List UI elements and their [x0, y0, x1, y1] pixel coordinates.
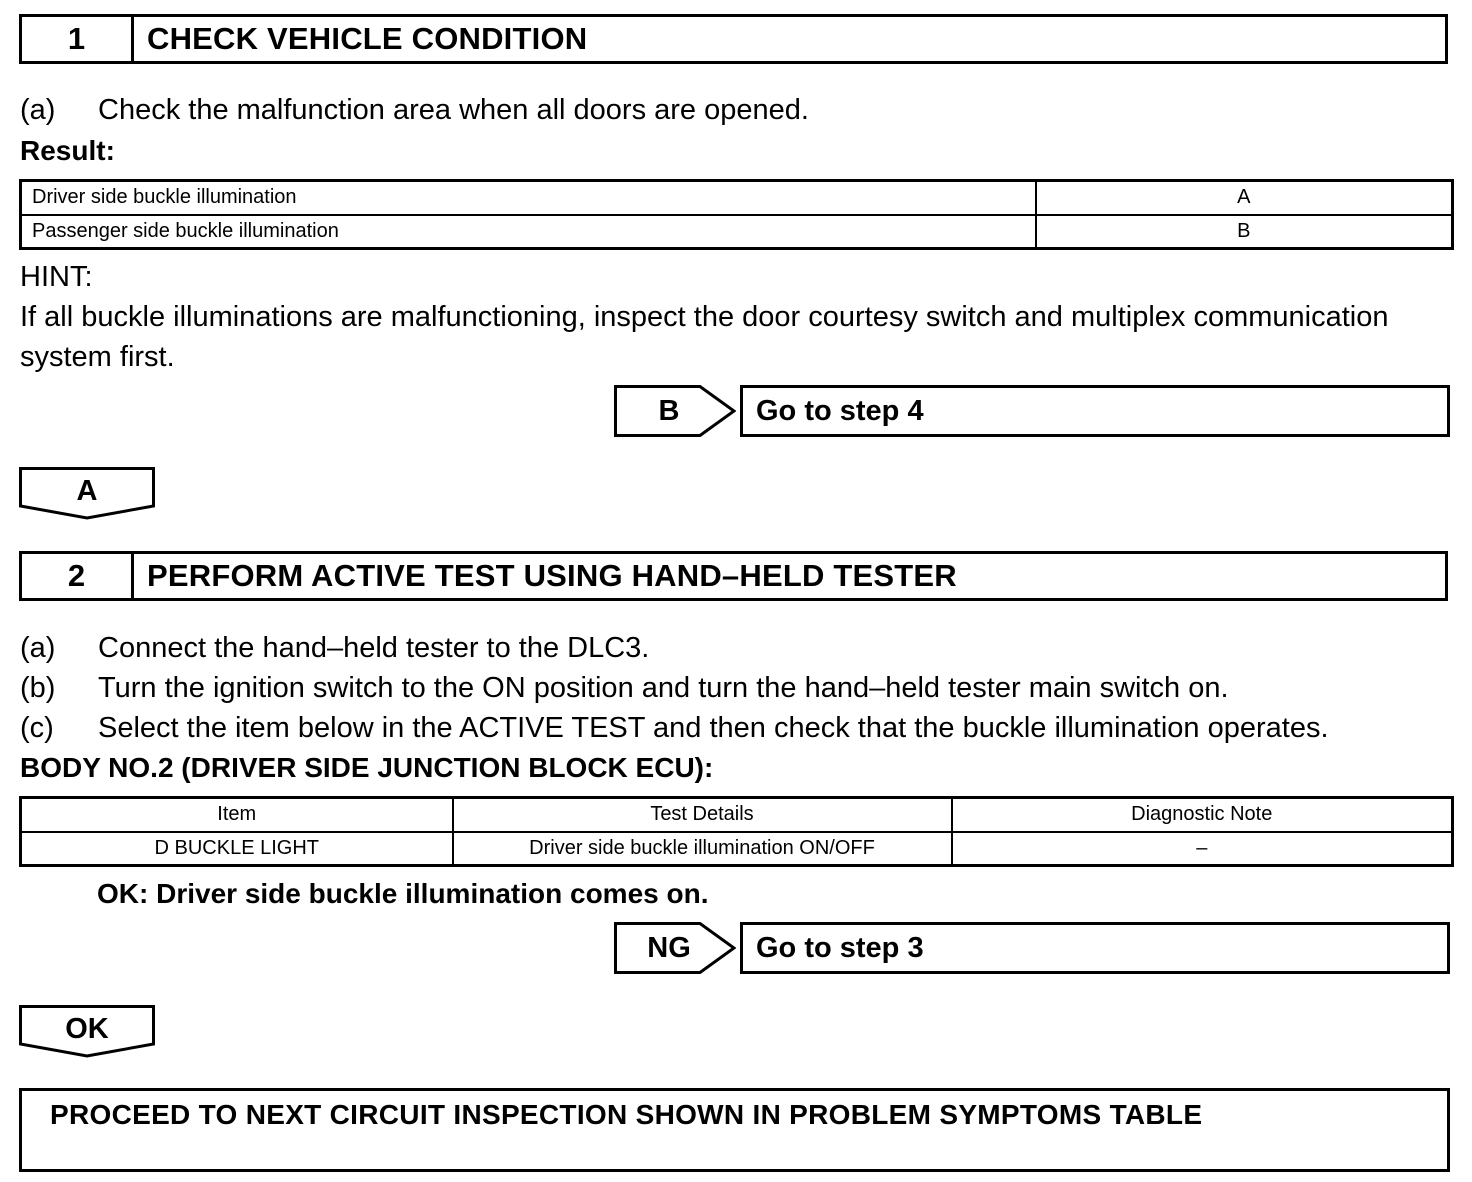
step-number: 1 [22, 17, 134, 61]
table-cell: D BUCKLE LIGHT [21, 832, 453, 866]
instruction-b [20, 668, 1229, 708]
table-row [21, 215, 1453, 249]
continue-a [19, 467, 157, 521]
column-header: Diagnostic Note [952, 798, 1453, 832]
continue-ok [19, 1005, 157, 1059]
instruction-label: (b) [20, 672, 56, 704]
goto-step-3[interactable]: Go to step 3 [740, 922, 1450, 974]
table-cell: Passenger side buckle illumination [21, 215, 1036, 249]
branch-label: NG [647, 931, 691, 964]
branch-b [614, 385, 1450, 437]
goto-step-4[interactable]: Go to step 4 [740, 385, 1450, 437]
final-instruction: PROCEED TO NEXT CIRCUIT INSPECTION SHOWN IN PROBLEM SYMPTOMS TABLE [19, 1088, 1450, 1172]
step-title: CHECK VEHICLE CONDITION [147, 21, 588, 56]
instruction-a [20, 628, 649, 668]
table-cell: Driver side buckle illumination [21, 181, 1036, 215]
step-2-header [19, 551, 1448, 601]
branch-label: B [658, 394, 680, 427]
hint-label: HINT: [20, 261, 93, 293]
continue-label: A [76, 474, 98, 507]
instruction-text: Connect the hand–held tester to the DLC3. [98, 632, 650, 664]
instruction-text: Select the item below in the ACTIVE TEST and then check that the buckle illumination operates. [98, 712, 1329, 744]
ok-criteria: OK: Driver side buckle illumination comes on. [97, 878, 709, 909]
table-cell: A [1036, 181, 1453, 215]
step-1-header [19, 14, 1448, 64]
instruction-label: (a) [20, 632, 56, 664]
continue-label: OK [65, 1012, 109, 1045]
branch-ng [614, 922, 1450, 974]
column-header: Test Details [453, 798, 952, 832]
step-title: PERFORM ACTIVE TEST USING HAND–HELD TESTER [147, 558, 957, 593]
branch-arrow-tag [614, 922, 736, 974]
instruction-text: Check the malfunction area when all doors are opened. [98, 94, 809, 126]
hint-text-line-1: If all buckle illuminations are malfunctioning, inspect the door courtesy switch and multiplex communication [20, 301, 1389, 333]
branch-arrow-tag [614, 385, 736, 437]
instruction-label: (c) [20, 712, 54, 744]
table-cell: B [1036, 215, 1453, 249]
table-title: BODY NO.2 (DRIVER SIDE JUNCTION BLOCK ECU): [20, 752, 714, 783]
result-table [19, 179, 1454, 250]
table-cell: Driver side buckle illumination ON/OFF [453, 832, 952, 866]
hint-text-line-2: system first. [20, 341, 175, 373]
table-header-row [21, 798, 1453, 832]
step-number: 2 [22, 554, 134, 598]
instruction-label: (a) [20, 94, 56, 126]
instruction-c [20, 708, 1329, 748]
instruction-a [20, 90, 809, 130]
table-row [21, 832, 1453, 866]
column-header: Item [21, 798, 453, 832]
active-test-table [19, 796, 1454, 867]
instruction-text: Turn the ignition switch to the ON position and turn the hand–held tester main switch on. [98, 672, 1229, 704]
table-cell: – [952, 832, 1453, 866]
result-label: Result: [20, 135, 115, 166]
table-row [21, 181, 1453, 215]
